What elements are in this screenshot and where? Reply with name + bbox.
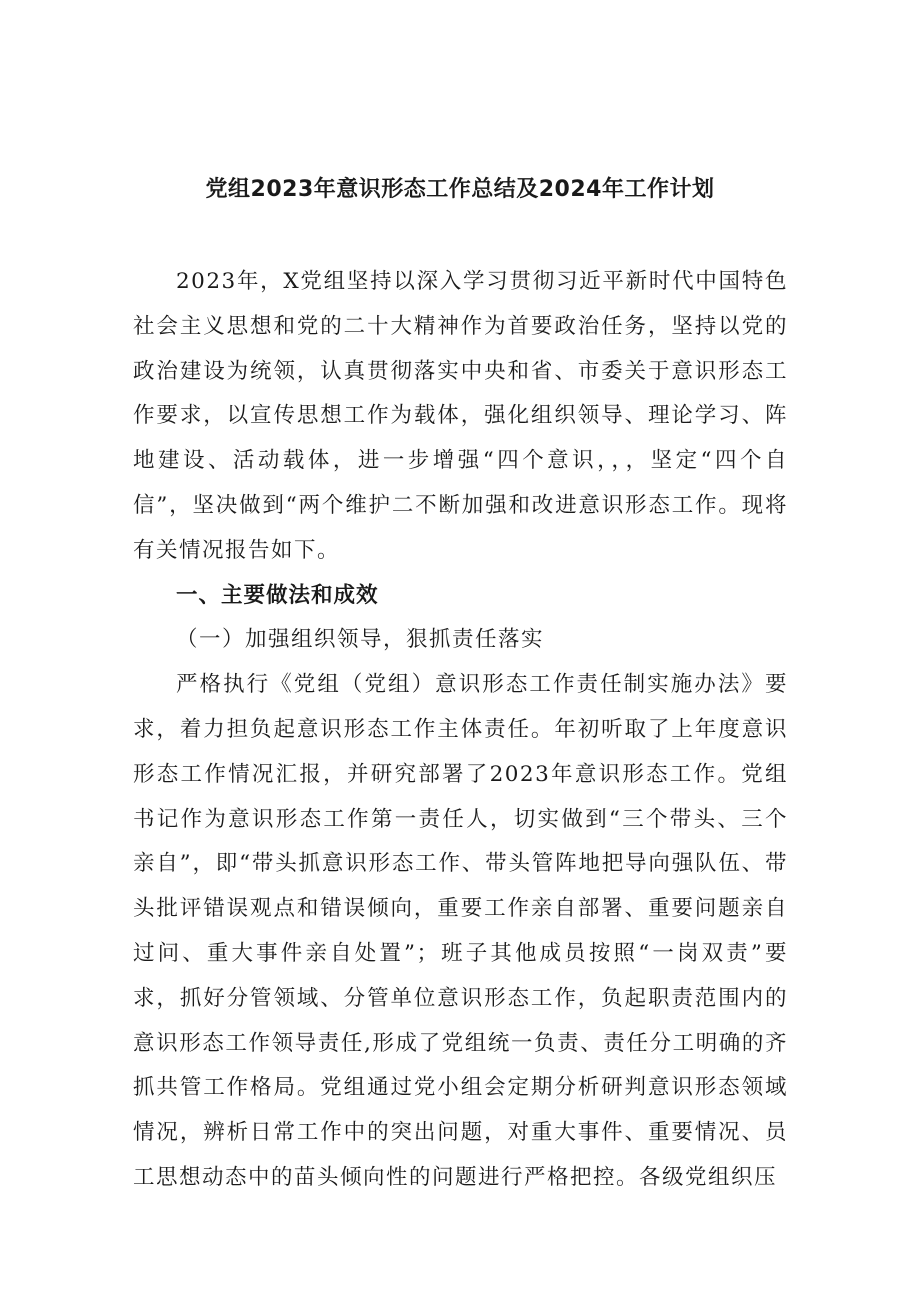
document-title: 党组2023年意识形态工作总结及2024年工作计划 xyxy=(205,177,715,202)
section-heading-main-practices: 一、主要做法和成效 xyxy=(176,582,379,608)
subsection-paragraph-organization: 严格执行《党组（党组）意识形态工作责任制实施办法》要求，着力担负起意识形态工作主体责任。年初听取了上年度意识形态工作情况汇报，并研究部署了2023年意识形态工作。党组书记作为意识形态工作第一责任人，切实做到“三个带头、三个亲自”，即“带头抓意识形态工作、带头管阵地把导向强队伍、带头批评错误观点和错误倾向，重要工作亲自部署、重要问题亲自过问、重大事件亲自处置”；班子其他成员按照“一岗双责”要求，抓好分管领域、分管单位意识形态工作，负起职责范围内的意识形态工作领导责任,形成了党组统一负责、责任分工明确的齐抓共管工作格局。党组通过党小组会定期分析研判意识形态领域情况，辨析日常工作中的突出问题，对重大事件、重要情况、员工思想动态中的苗头倾向性的问题进行严格把控。各级党组织压 xyxy=(133,672,788,1190)
subsection-heading-organization: （一）加强组织领导，狠抓责任落实 xyxy=(176,627,545,653)
intro-paragraph: 2023年，X党组坚持以深入学习贯彻习近平新时代中国特色社会主义思想和党的二十大精神作为首要政治任务，坚持以党的政治建设为统领，认真贯彻落实中央和省、市委关于意识形态工作要求，以宣传思想工作为载体，强化组织领导、理论学习、阵地建设、活动载体，进一步增强“四个意识，，，坚定“四个自信”，坚决做到“两个维护二不断加强和改进意识形态工作。现将有关情况报告如下。 xyxy=(133,269,788,563)
document-body xyxy=(133,260,788,1201)
